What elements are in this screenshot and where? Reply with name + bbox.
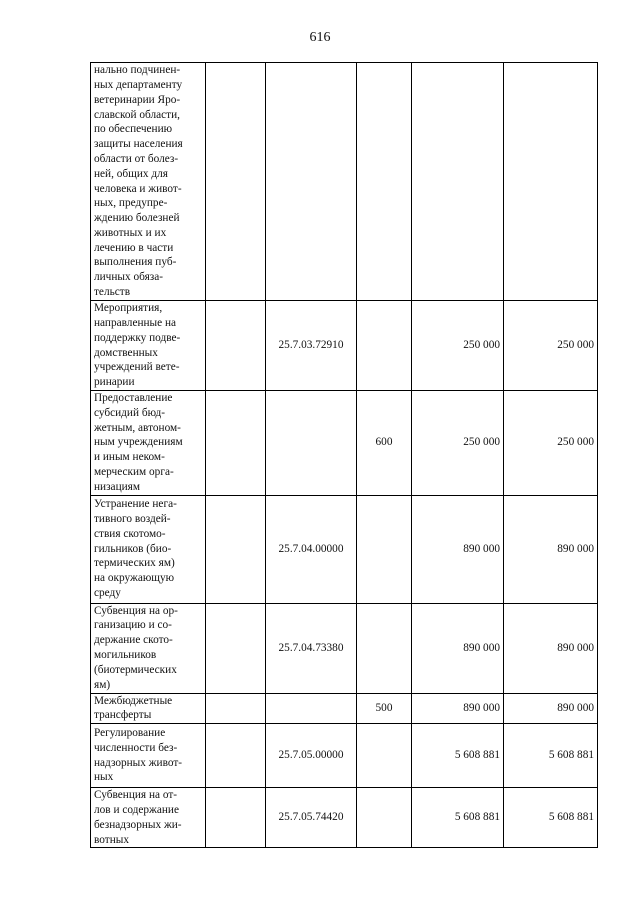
row-amount-2-cell: 5 608 881 [504, 788, 598, 848]
table-row [91, 693, 598, 724]
row-blank-cell [206, 63, 266, 301]
row-amount-2-cell: 890 000 [504, 693, 598, 724]
budget-table-body [91, 63, 598, 848]
row-name-cell: Регулирование численности без- надзорных живот- ных [91, 724, 206, 788]
row-blank-cell [206, 301, 266, 391]
row-kind-cell [357, 495, 412, 603]
row-code-cell [266, 63, 357, 301]
row-name-cell: Устранение нега- тивного воздей- ствия скотомо- гильников (био- термических ям) на окружающую среду [91, 495, 206, 603]
row-name-cell: Мероприятия, направленные на поддержку подве- домственных учреждений вете- ринарии [91, 301, 206, 391]
row-amount-2-cell: 890 000 [504, 495, 598, 603]
row-code-cell: 25.7.04.00000 [266, 495, 357, 603]
row-code-cell: 25.7.03.72910 [266, 301, 357, 391]
row-blank-cell [206, 788, 266, 848]
row-blank-cell [206, 391, 266, 496]
row-amount-2-cell: 250 000 [504, 391, 598, 496]
row-name-cell: Субвенция на от- лов и содержание безнадзорных жи- вотных [91, 788, 206, 848]
row-amount-1-cell: 890 000 [412, 693, 504, 724]
row-code-cell: 25.7.05.00000 [266, 724, 357, 788]
table-row [91, 63, 598, 301]
row-name-cell: Межбюджетные трансферты [91, 693, 206, 724]
table-row [91, 788, 598, 848]
row-amount-2-cell: 250 000 [504, 301, 598, 391]
row-kind-cell [357, 788, 412, 848]
row-name-cell: Субвенция на ор- ганизацию и со- держание ското- могильников (биотермических ям) [91, 603, 206, 693]
row-kind-cell [357, 603, 412, 693]
row-blank-cell [206, 603, 266, 693]
row-name-cell: Предоставление субсидий бюд- жетным, автоном- ным учреждениям и иным неком- мерческим орга- низациям [91, 391, 206, 496]
row-code-cell [266, 391, 357, 496]
row-kind-cell: 600 [357, 391, 412, 496]
row-amount-2-cell [504, 63, 598, 301]
row-amount-1-cell: 250 000 [412, 391, 504, 496]
row-kind-cell: 500 [357, 693, 412, 724]
row-code-cell: 25.7.04.73380 [266, 603, 357, 693]
row-blank-cell [206, 693, 266, 724]
row-blank-cell [206, 724, 266, 788]
table-row [91, 391, 598, 496]
row-amount-1-cell: 5 608 881 [412, 724, 504, 788]
row-amount-1-cell: 250 000 [412, 301, 504, 391]
table-row [91, 724, 598, 788]
row-amount-1-cell: 5 608 881 [412, 788, 504, 848]
row-kind-cell [357, 724, 412, 788]
row-amount-1-cell [412, 63, 504, 301]
page-number: 616 [309, 30, 331, 45]
table-row [91, 301, 598, 391]
row-code-cell: 25.7.05.74420 [266, 788, 357, 848]
row-blank-cell [206, 495, 266, 603]
row-amount-1-cell: 890 000 [412, 603, 504, 693]
row-kind-cell [357, 301, 412, 391]
table-row [91, 603, 598, 693]
row-kind-cell [357, 63, 412, 301]
row-code-cell [266, 693, 357, 724]
row-amount-2-cell: 5 608 881 [504, 724, 598, 788]
budget-table [90, 62, 598, 848]
row-amount-2-cell: 890 000 [504, 603, 598, 693]
table-row [91, 495, 598, 603]
row-name-cell: нально подчинен- ных департаменту ветеринарии Яро- славской области, по обеспечению защиты населения области от болез- ней, общих для человека и живот- ных, предупре- ждению болезней животных и их лечению в части выполнения пуб- личных обяза- тельств [91, 63, 206, 301]
row-amount-1-cell: 890 000 [412, 495, 504, 603]
